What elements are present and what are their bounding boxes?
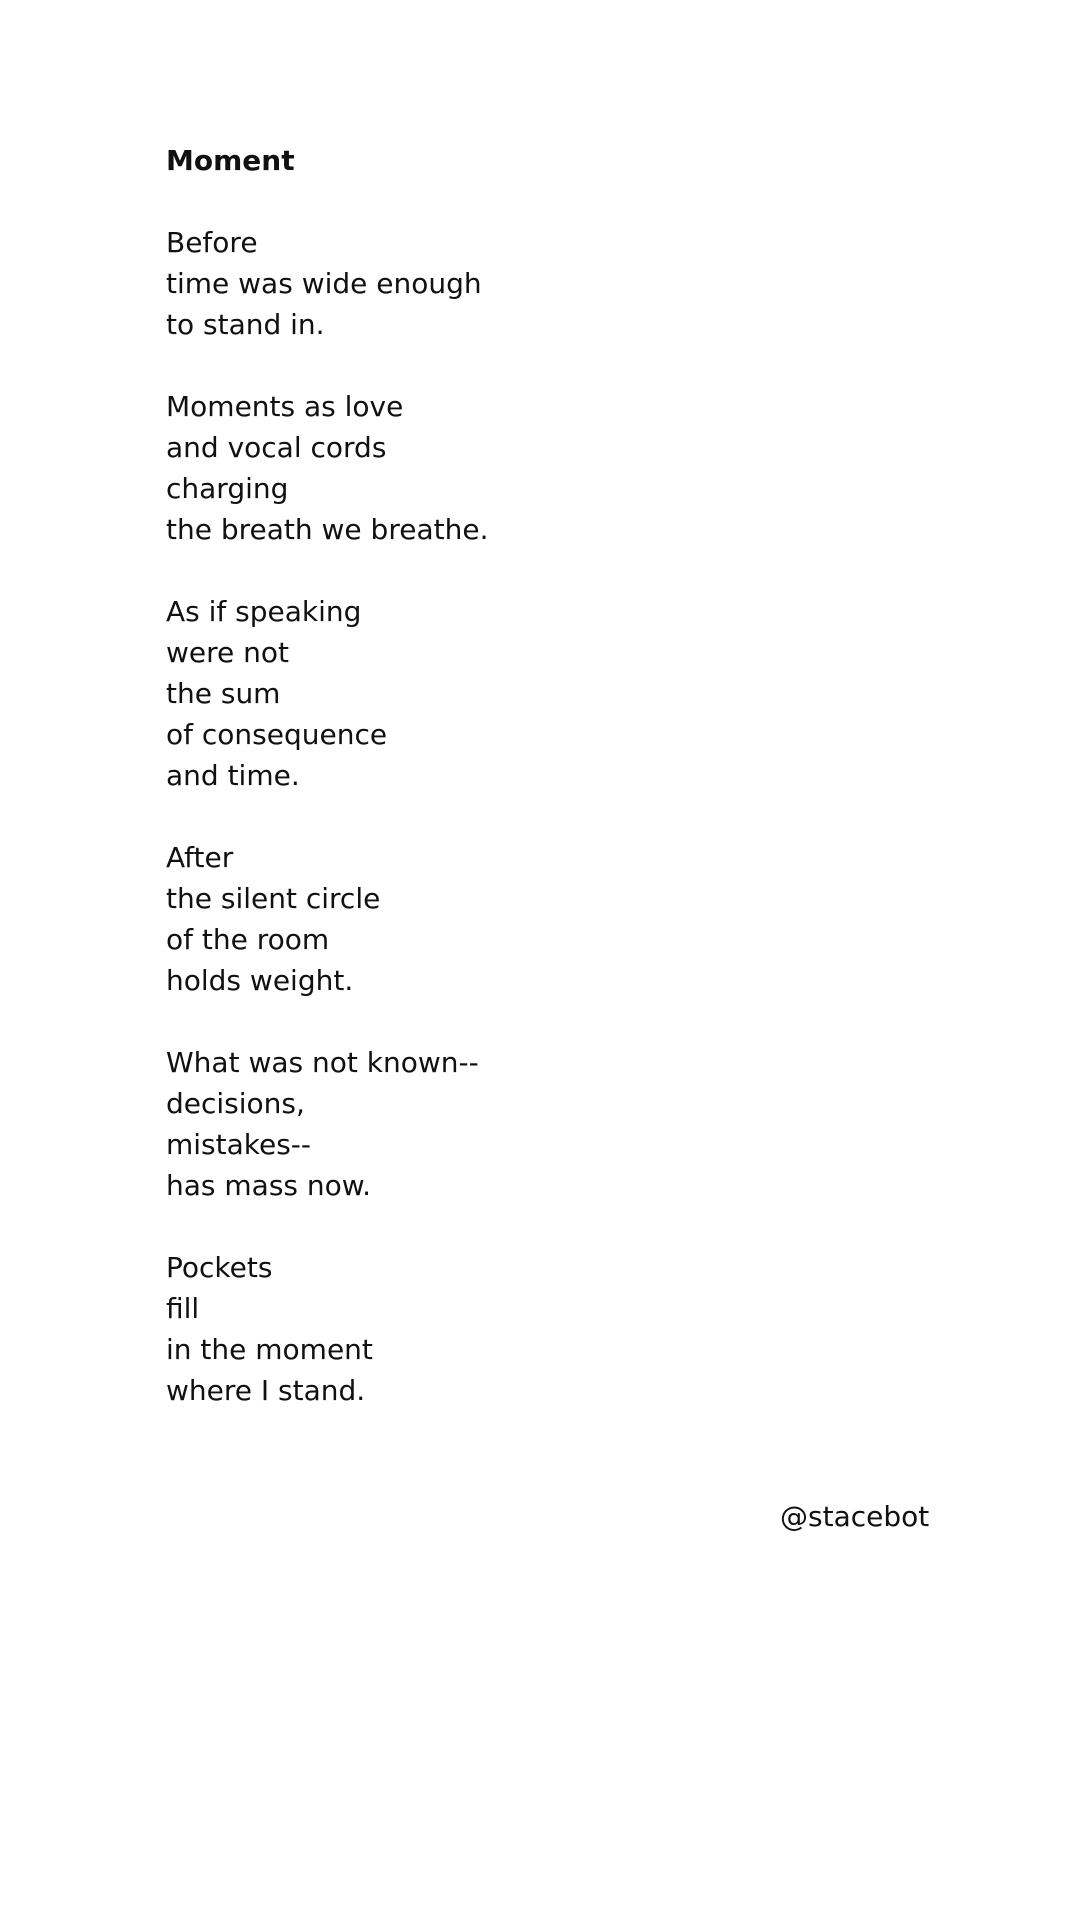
poem-line: holds weight.	[166, 964, 354, 997]
poem-line: time was wide enough	[166, 267, 482, 300]
poem-line: Moments as love	[166, 390, 404, 423]
poem-line: where I stand.	[166, 1374, 366, 1407]
poem-stanza	[166, 591, 926, 796]
poem-line: Before	[166, 226, 258, 259]
author-handle: @stacebot	[780, 1500, 930, 1533]
poem-line: charging	[166, 472, 289, 505]
poem-line: the silent circle	[166, 882, 381, 915]
poem-body	[166, 222, 926, 1411]
poem-line: of the room	[166, 923, 330, 956]
poem-line: of consequence	[166, 718, 388, 751]
poem-line: Pockets	[166, 1251, 273, 1284]
poem-line: fill	[166, 1292, 200, 1325]
poem-line: decisions,	[166, 1087, 305, 1120]
poem-line: in the moment	[166, 1333, 373, 1366]
poem-line: the breath we breathe.	[166, 513, 489, 546]
poem-stanza	[166, 1247, 926, 1411]
poem-line: and time.	[166, 759, 300, 792]
poem-title: Moment	[166, 144, 295, 177]
poem-stanza	[166, 837, 926, 1001]
poem-stanza	[166, 386, 926, 550]
poem-line: has mass now.	[166, 1169, 372, 1202]
poem-line: the sum	[166, 677, 281, 710]
poem-line: After	[166, 841, 234, 874]
poem-stanza	[166, 1042, 926, 1206]
poem-line: were not	[166, 636, 290, 669]
poem-line: mistakes--	[166, 1128, 312, 1161]
poem-line: What was not known--	[166, 1046, 479, 1079]
poem-stanza	[166, 222, 926, 345]
poem	[166, 140, 926, 1452]
poem-line: As if speaking	[166, 595, 362, 628]
poem-line: to stand in.	[166, 308, 325, 341]
poem-line: and vocal cords	[166, 431, 387, 464]
